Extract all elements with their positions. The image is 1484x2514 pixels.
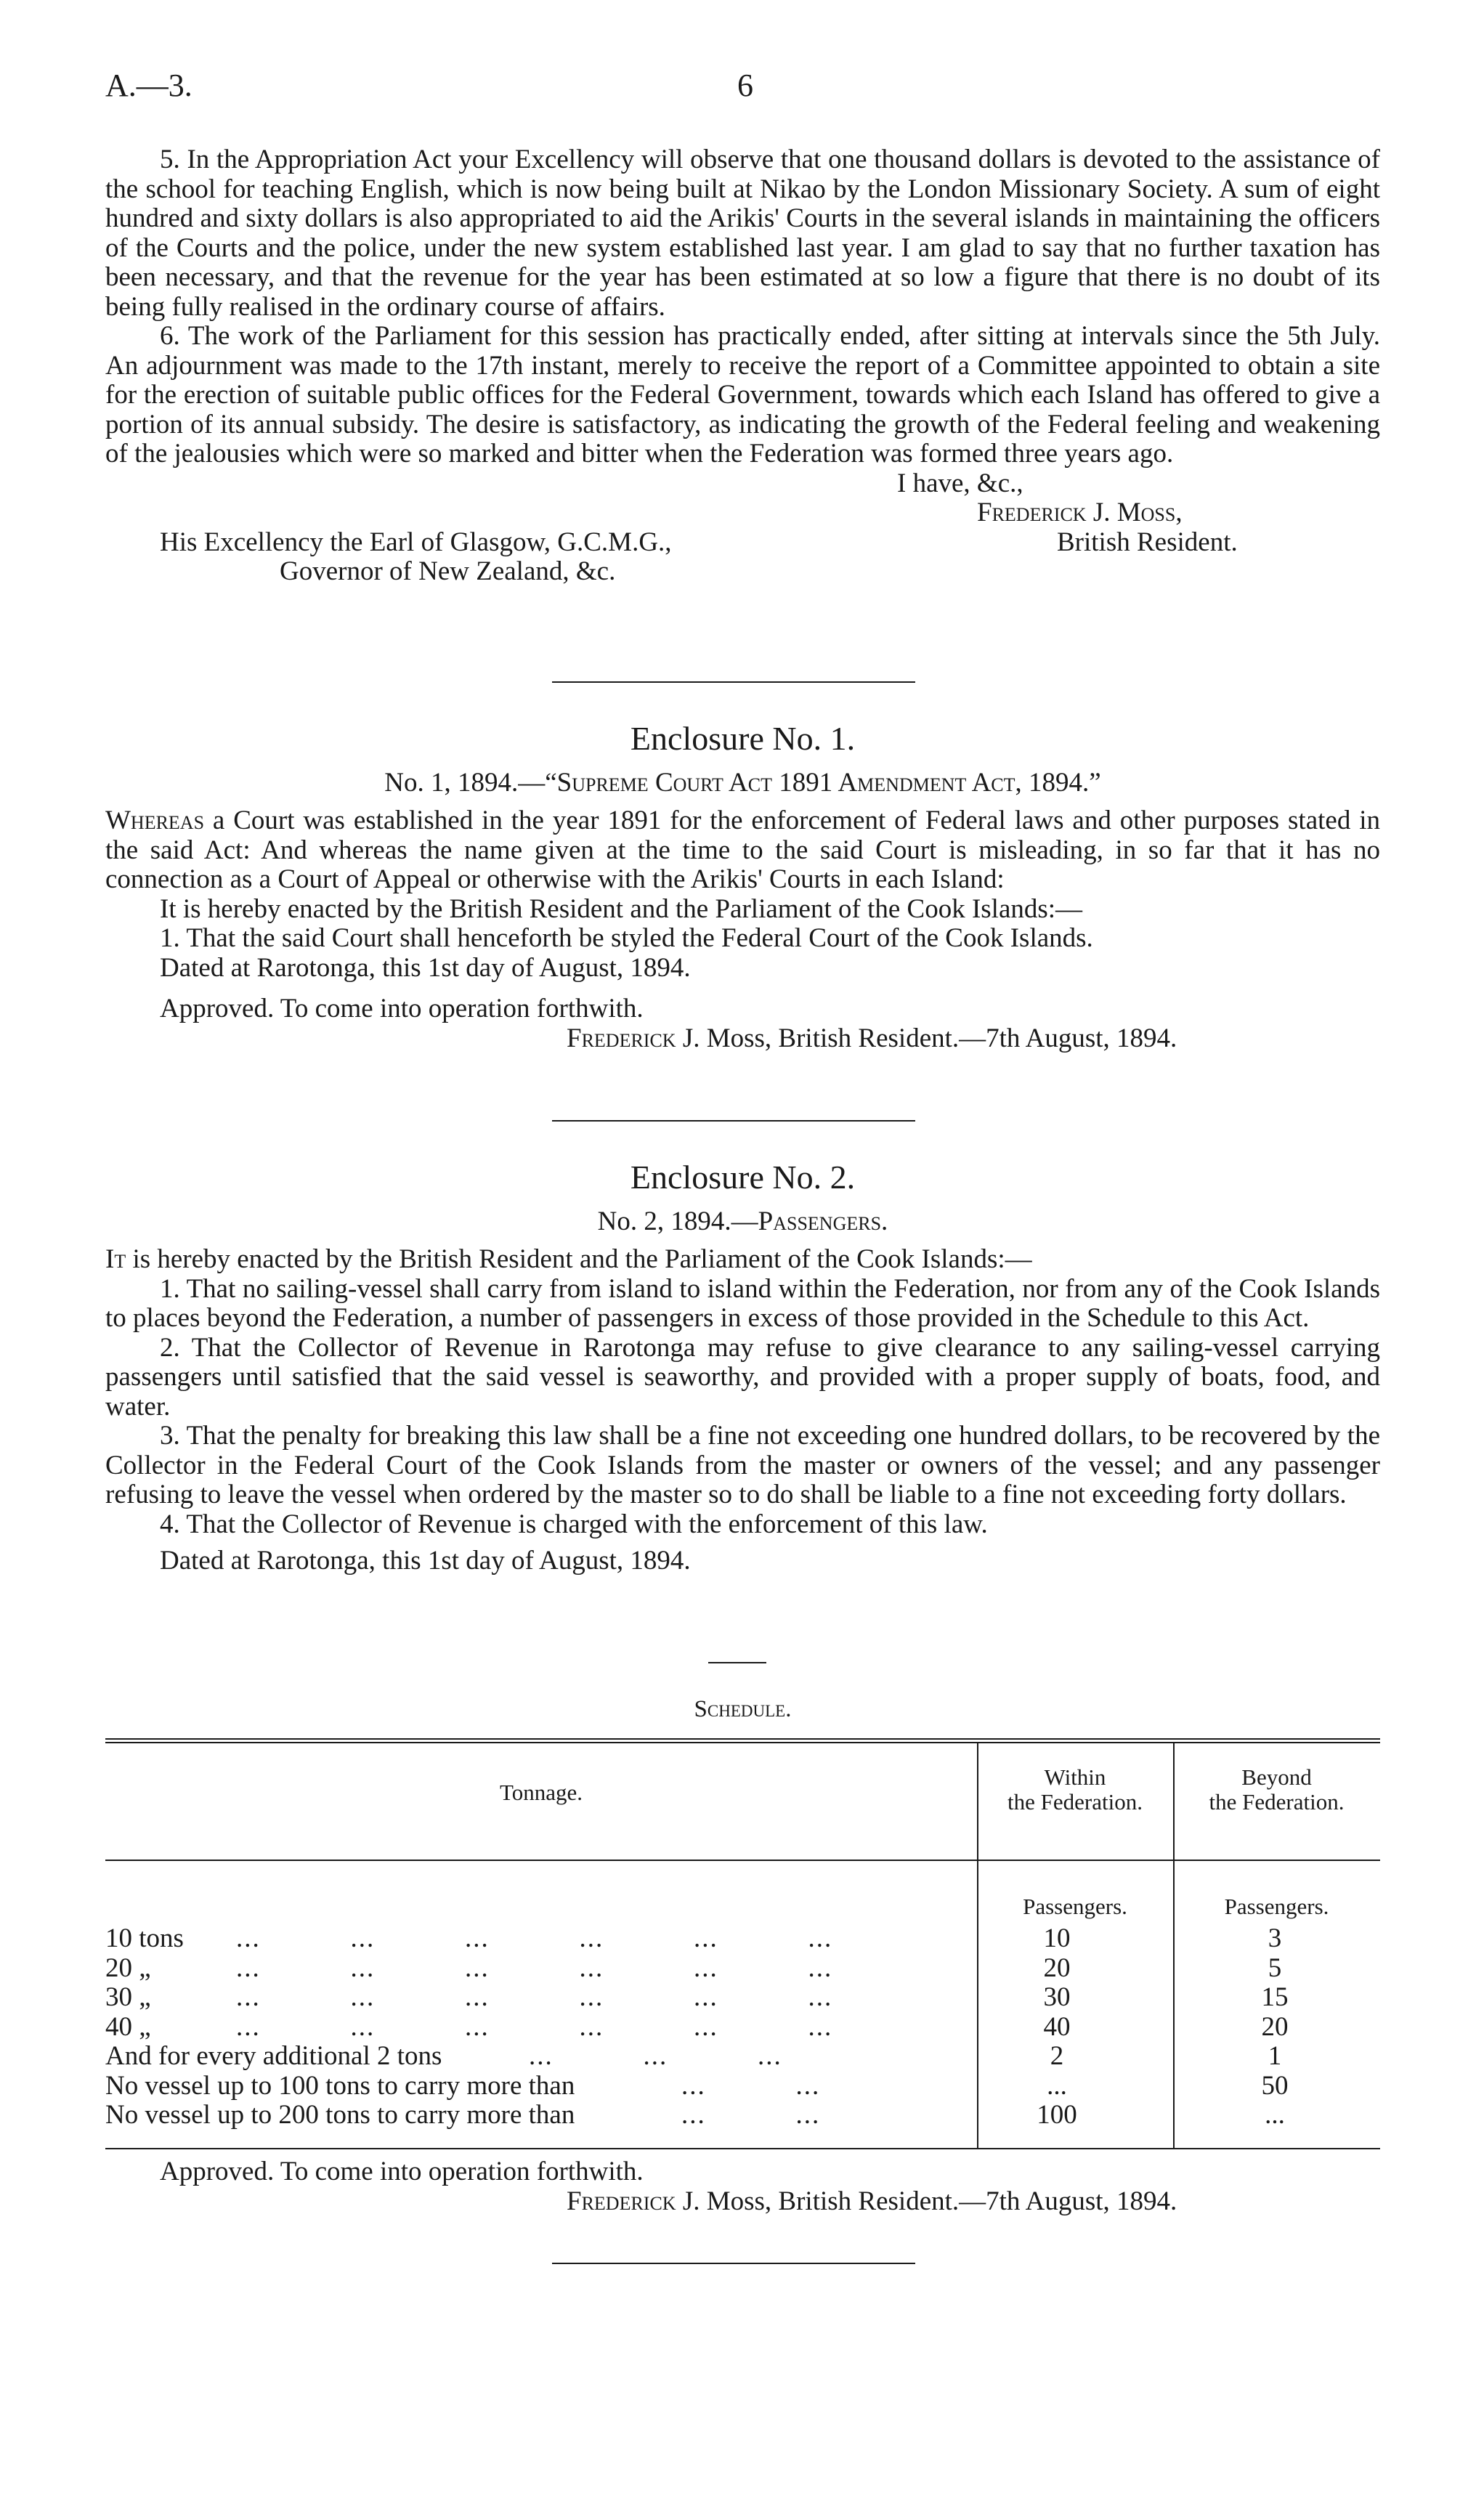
closing: I have, &c., [897,468,1023,498]
leader-dots: ... ... ... ... ... ... [236,2011,833,2042]
paragraph-6: 6. The work of the Parliament for this session has practically ended, after sitting at intervals since the 5th July. An adjournment was made to the 17th instant, merely to receive the report of a Committee appointed to obtain a site for the erection of suitable public offices for the Federal Government, towards which each Island has offered to give a portion of its annual subsidy. The desire is satisfactory, as indicating the growth of the Federal feeling and weakening of the jealousies which were so marked and bitter when the Federation was formed three years ago. [105,321,1380,469]
beyond-federation-value: 1 [1268,2041,1282,2071]
document-reference: A.—3. [105,68,192,103]
addressee-line-1: His Excellency the Earl of Glasgow, G.C.M.G., [160,527,672,557]
enclosure-2-body [105,1245,1380,1576]
table-row [105,2070,1380,2099]
within-federation-value: 40 [1043,2011,1071,2042]
row-label: No vessel up to 200 tons to carry more than [105,2100,575,2130]
row-label: 30 „ [105,1982,151,2012]
within-federation-value: 2 [1050,2041,1064,2071]
page-number: 6 [737,68,753,103]
within-federation-value: 20 [1043,1953,1071,1983]
col-header-beyond [1173,1765,1380,1814]
clause-3: 3. That the penalty for breaking this law shall be a fine not exceeding one hundred dollars, to be recovered by the Collector in the Federal Court of the Cook Islands from the master or owners of the vessel; and any passenger refusing to leave the vessel when ordered by the master so to do shall be liable to a fine not exceeding forty dollars. [105,1421,1380,1509]
clause-2: 2. That the Collector of Revenue in Rarotonga may refuse to give clearance to any sailing-vessel carrying passengers until satisfied that the said vessel is seaworthy, and provided with a proper supply of boats, food, and water. [105,1332,1380,1422]
table-header-rule [105,1860,1380,1861]
leader-dots: ... ... ... ... ... ... [236,1953,833,1983]
section-divider [552,2263,915,2264]
table-top-rule-double [105,1742,1380,1743]
beyond-federation-value: 5 [1268,1953,1282,1983]
unit-within: Passengers. [1023,1894,1127,1919]
within-federation-value: 30 [1043,1982,1071,2012]
table-row [105,1953,1380,1982]
letter-body [105,145,1380,587]
signature-first-name: Frederick [567,2186,676,2216]
whereas-word: Whereas [105,806,205,835]
col-header-tonnage: Tonnage. [499,1780,583,1805]
table-bottom-rule [105,2148,1380,2149]
leader-dots: ... ... ... ... ... ... [236,1923,833,1953]
col-header-beyond-line2: the Federation. [1209,1789,1345,1814]
within-federation-value: 100 [1037,2100,1077,2130]
approved-line: Approved. To come into operation forthwith. [160,994,644,1023]
enclosure-2-title [105,1206,1380,1237]
enclosure-2-title-passengers: Passengers. [758,1207,888,1236]
beyond-federation-value: 15 [1261,1982,1289,2012]
enclosure-2-heading: Enclosure No. 2. [630,1159,856,1196]
signature-rest: J. Moss, British Resident.—7th August, 1894. [676,2186,1177,2216]
whereas-text: a Court was established in the year 1891 for the enforcement of Federal laws and other purposes stated in the said Act: And whereas the name given at the time to the said Court is misleading, in so far that it has no connection as a Court of Appeal or otherwise with the Arikis' Courts in each Island: [105,806,1380,894]
beyond-federation-value: 20 [1261,2011,1289,2042]
row-label: No vessel up to 100 tons to carry more than [105,2070,575,2101]
table-top-rule [105,1738,1380,1740]
paragraph-5: 5. In the Appropriation Act your Excellency will observe that one thousand dollars is devoted to the assistance of the school for teaching English, which is now being built at Nikao by the London Missionary Society. A sum of eight hundred and sixty dollars is also appropriated to aid the Arikis' Courts in the several islands in maintaining the officers of the Courts and the police, under the new system established last year. I am glad to say that no further taxation has been necessary, and that the revenue for the year has been estimated at so low a figure that there is no doubt of its being fully realised in the ordinary course of affairs. [105,145,1380,322]
table-row [105,2011,1380,2040]
clause-1: 1. That the said Court shall henceforth be styled the Federal Court of the Cook Islands. [160,923,1093,953]
dated-line: Dated at Rarotonga, this 1st day of August, 1894. [160,1546,691,1576]
clause-1: 1. That no sailing-vessel shall carry from island to island within the Federation, nor from any of the Cook Islands to places beyond the Federation, a number of passengers in excess of those provided in the Schedule to this Act. [105,1273,1380,1333]
section-divider [552,681,915,683]
addressee-line-2: Governor of New Zealand, &c. [280,556,616,586]
short-divider [708,1662,766,1663]
dated-line: Dated at Rarotonga, this 1st day of August, 1894. [160,952,691,983]
unit-beyond: Passengers. [1224,1894,1329,1919]
leader-dots: ... ... ... [529,2041,782,2071]
row-label: 40 „ [105,2011,151,2042]
col-header-within-line1: Within [1044,1764,1106,1790]
enactment-first-word: It [105,1244,126,1274]
row-label: 20 „ [105,1953,151,1983]
enactment-line: It is hereby enacted by the British Resident and the Parliament of the Cook Islands:— [160,893,1083,924]
signer-title: British Resident. [1057,527,1238,557]
approved-line: Approved. To come into operation forthwith. [160,2157,644,2186]
enclosure-2-title-prefix: No. 2, 1894.— [597,1207,758,1236]
leader-dots: ... ... [681,2100,821,2130]
table-row [105,1982,1380,2011]
row-label: And for every additional 2 tons [105,2041,442,2071]
signer-name [105,498,1380,528]
table-row [105,2099,1380,2128]
whereas-clause [105,806,1380,895]
beyond-federation-value: 50 [1261,2070,1289,2101]
leader-dots: ... ... ... ... ... ... [236,1982,833,2012]
schedule-title: Schedule. [694,1696,792,1722]
signature-first-name: Frederick [567,1023,676,1053]
table-row [105,1923,1380,1952]
section-divider [552,1120,915,1122]
enclosure-1-title-prefix: No. 1, 1894.—“ [384,768,557,798]
col-header-within-line2: the Federation. [1007,1789,1143,1814]
signature-rest: J. Moss, British Resident.—7th August, 1894. [676,1023,1177,1053]
within-federation-value: ... [1047,2070,1067,2101]
row-label: 10 tons [105,1923,184,1953]
enclosure-1-heading: Enclosure No. 1. [630,720,856,757]
enclosure-1-body [105,806,1380,1053]
beyond-federation-value: 3 [1268,1923,1282,1953]
addressee-signer-line [105,528,1380,558]
within-federation-value: 10 [1043,1923,1071,1953]
enclosure-1-title [105,767,1380,798]
clause-4: 4. That the Collector of Revenue is charged with the enforcement of this law. [160,1509,988,1539]
enclosure-1-title-act: Supreme Court Act 1891 Amendment Act, 1894. [556,768,1090,798]
enclosure-1-title-suffix: ” [1089,768,1101,798]
beyond-federation-value: ... [1265,2100,1285,2130]
col-header-beyond-line1: Beyond [1241,1764,1312,1790]
leader-dots: ... ... [681,2070,821,2101]
table-row [105,2040,1380,2069]
page-header [105,67,1380,110]
enclosure-2-closing [105,2157,1380,2216]
enactment-rest: is hereby enacted by the British Resident and the Parliament of the Cook Islands:— [126,1244,1032,1274]
col-header-within [977,1765,1173,1814]
signature-line [105,2187,1380,2217]
signature-line [105,1024,1380,1054]
signer-name-text: Frederick J. Moss, [977,498,1183,527]
enactment-line [105,1245,1380,1275]
